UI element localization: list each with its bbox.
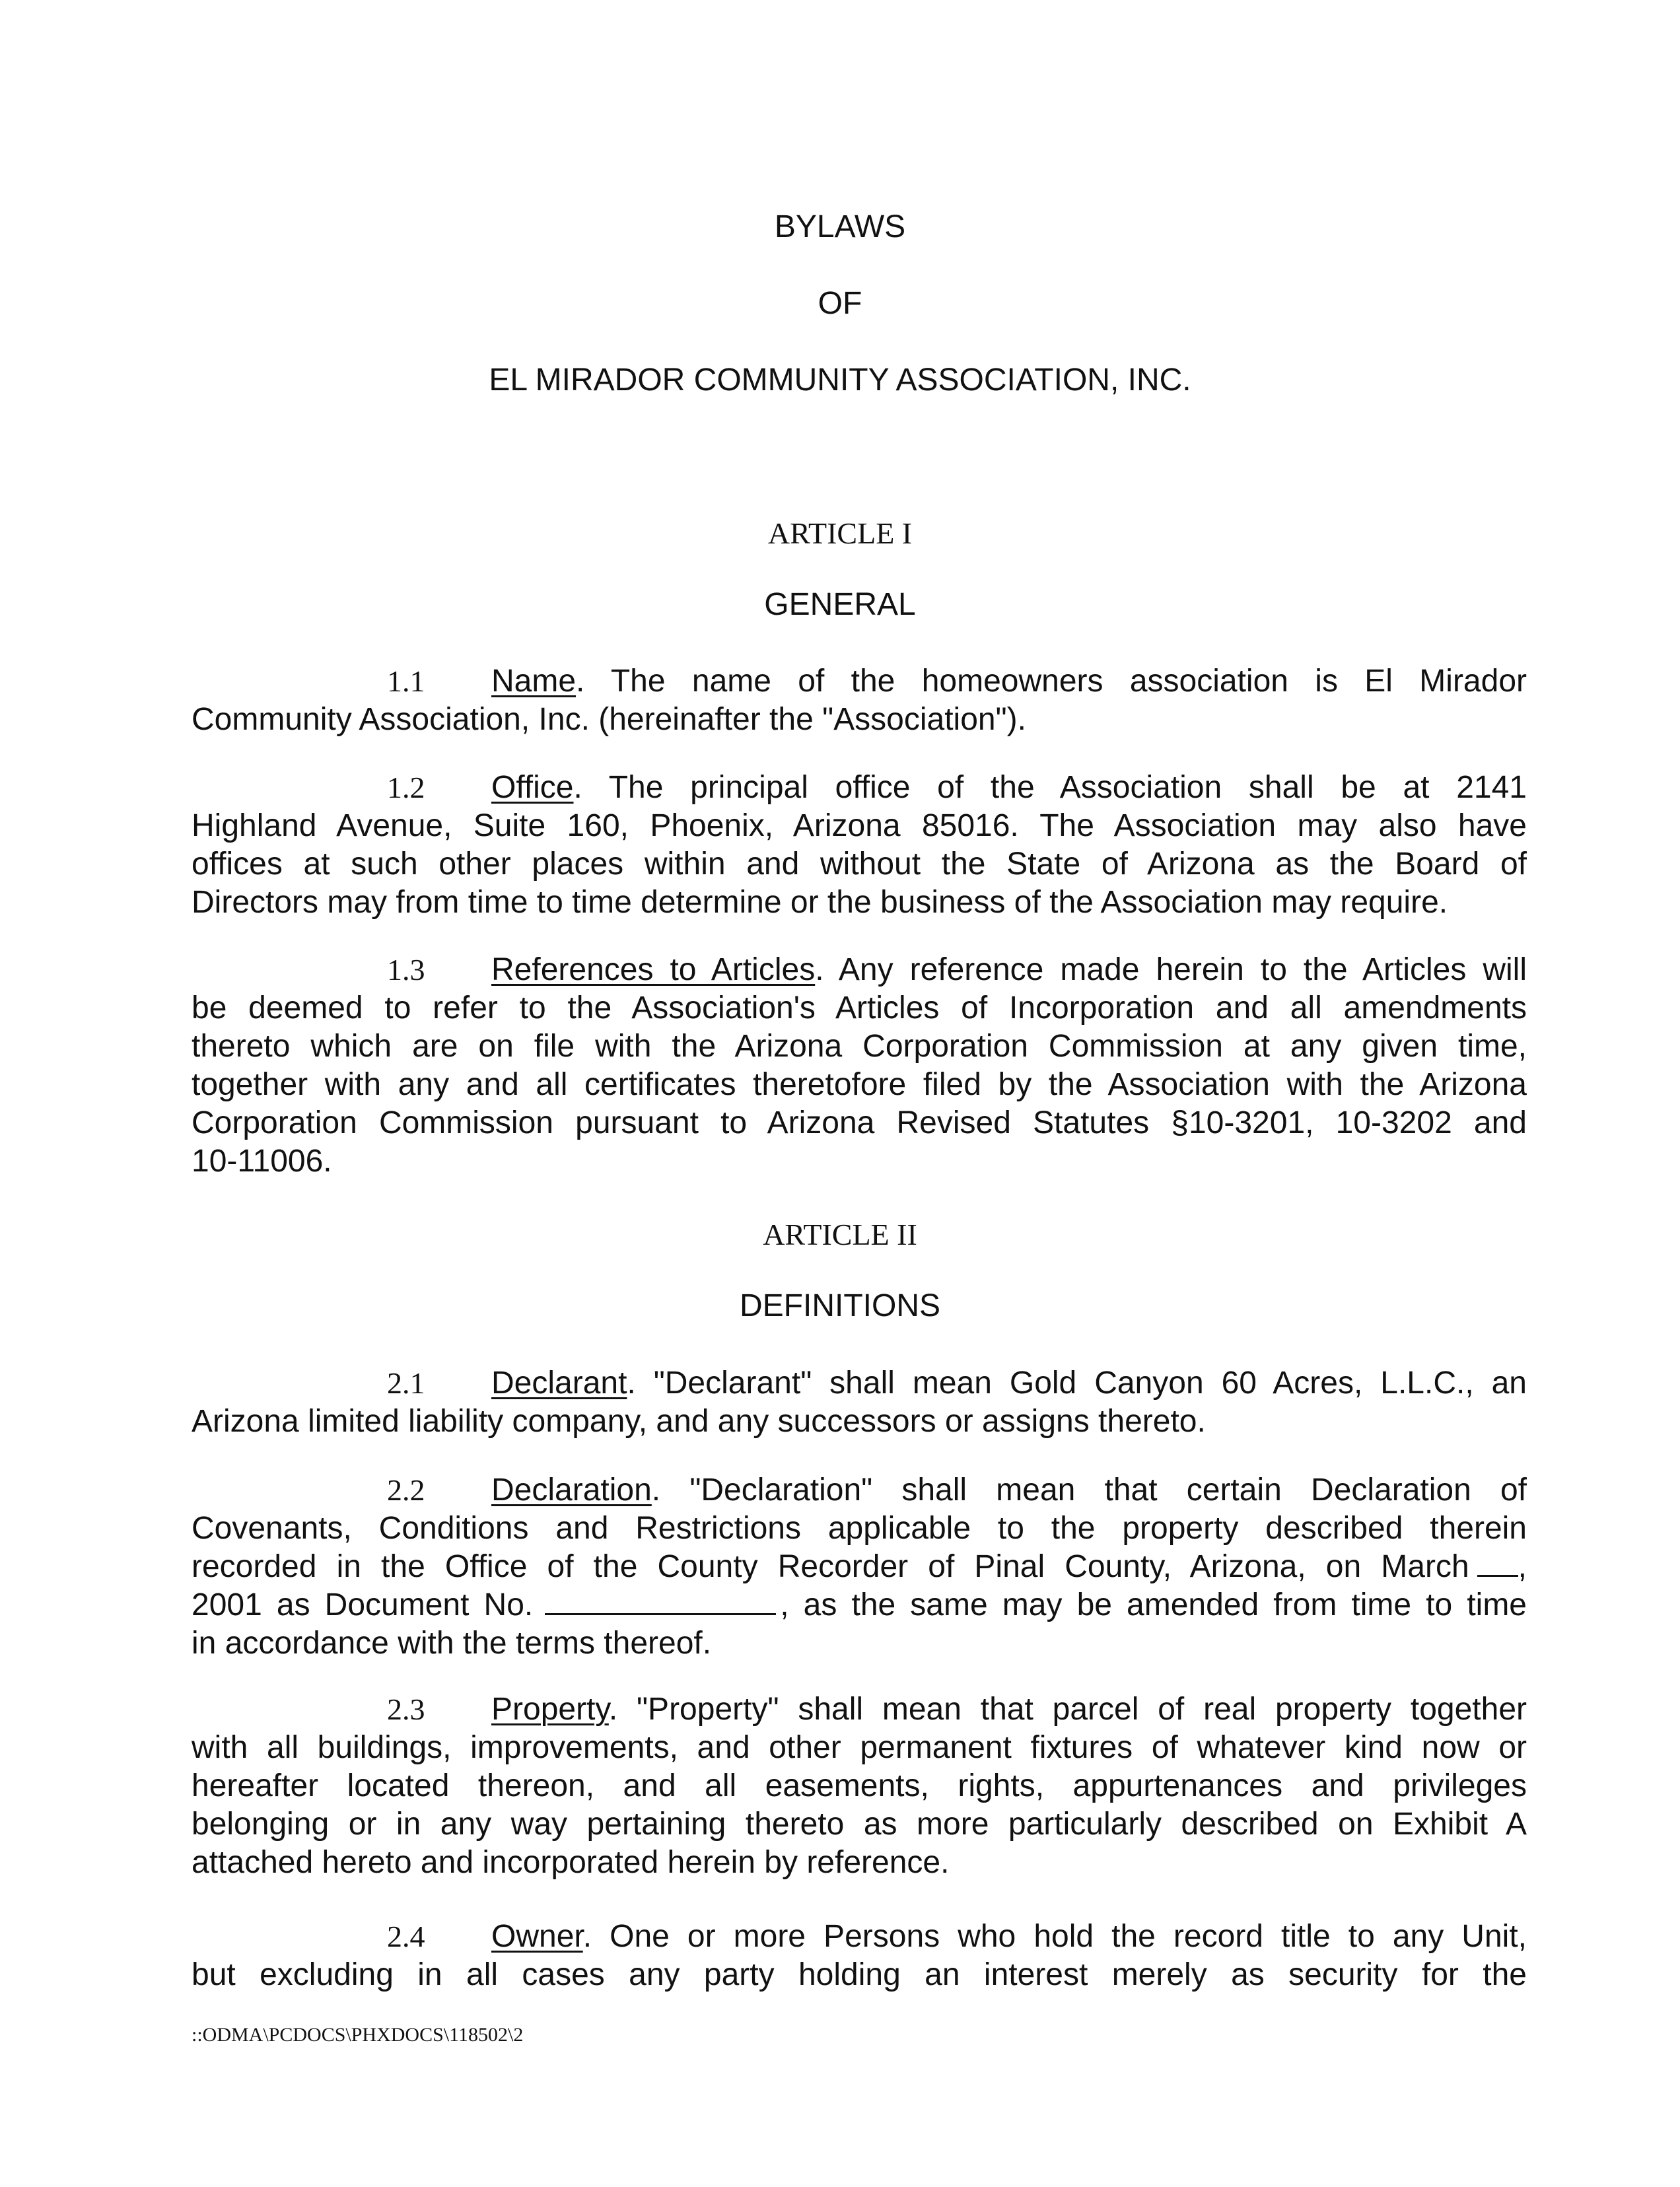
article-2-number: ARTICLE II xyxy=(763,1218,917,1251)
section-text: , as the same may be amended from time to time xyxy=(780,1587,1527,1622)
section-number: 1.1 xyxy=(387,664,425,698)
section-heading: Owner xyxy=(491,1919,583,1954)
section-text: , xyxy=(1518,1549,1527,1584)
section-text: . "Property" shall mean that parcel of real property together xyxy=(608,1692,1527,1727)
section-2-1 xyxy=(192,1364,1527,1441)
section-number: 2.4 xyxy=(387,1920,425,1953)
section-text: hereafter located thereon, and all easements, rights, appurtenances and privileges xyxy=(192,1768,1527,1803)
section-heading: Name xyxy=(491,664,577,699)
date-blank xyxy=(1469,1548,1527,1586)
section-number: 2.3 xyxy=(387,1692,425,1726)
section-text: Directors may from time to time determine or the business of the Association may require. xyxy=(192,885,1448,920)
section-1-3 xyxy=(192,951,1527,1181)
section-number: 1.3 xyxy=(387,953,425,987)
section-1-1 xyxy=(192,662,1527,739)
document-path-footer: ::ODMA\PCDOCS\PHXDOCS\118502\2 xyxy=(192,2024,524,2046)
article-1-number: ARTICLE I xyxy=(767,516,913,550)
section-2-4 xyxy=(192,1918,1527,1994)
section-1-2 xyxy=(192,769,1527,922)
section-text: Corporation Commission pursuant to Arizona Revised Statutes §10-3201, 10-3202 and xyxy=(192,1105,1527,1140)
section-number: 2.2 xyxy=(387,1473,425,1507)
section-text: Covenants, Conditions and Restrictions applicable to the property described therein xyxy=(192,1511,1527,1546)
section-heading: Declarant xyxy=(491,1366,627,1401)
section-text: be deemed to refer to the Association's Articles of Incorporation and all amendments xyxy=(192,990,1527,1025)
section-text: belonging or in any way pertaining thereto as more particularly described on Exhibit A xyxy=(192,1807,1527,1842)
section-2-2 xyxy=(192,1471,1527,1663)
section-heading: References to Articles xyxy=(491,952,816,987)
section-text: with all buildings, improvements, and other permanent fixtures of whatever kind now or xyxy=(192,1730,1527,1765)
section-text: in accordance with the terms thereof. xyxy=(192,1626,712,1661)
section-text: offices at such other places within and without the State of Arizona as the Board of xyxy=(192,847,1527,882)
section-text: 2001 as Document No. xyxy=(192,1587,534,1622)
section-text: Highland Avenue, Suite 160, Phoenix, Arizona 85016. The Association may also have xyxy=(192,808,1527,843)
title-bylaws: BYLAWS xyxy=(774,209,906,244)
section-text: thereto which are on file with the Arizona Corporation Commission at any given time, xyxy=(192,1029,1527,1064)
section-number: 2.1 xyxy=(387,1366,425,1400)
section-heading: Office xyxy=(491,770,574,805)
section-text: . "Declaration" shall mean that certain Declaration of xyxy=(651,1473,1527,1508)
section-text: together with any and all certificates theretofore filed by the Association with the Arizona xyxy=(192,1067,1527,1102)
section-text: . One or more Persons who hold the record title to any Unit, xyxy=(582,1919,1527,1954)
section-text: . Any reference made herein to the Articles will xyxy=(815,952,1527,987)
section-2-3 xyxy=(192,1690,1527,1882)
section-text: . The name of the homeowners association is El Mirador xyxy=(576,664,1527,699)
section-text: but excluding in all cases any party holding an interest merely as security for the xyxy=(192,1957,1527,1992)
document-number-blank xyxy=(545,1587,776,1615)
section-text: . The principal office of the Association shall be at 2141 xyxy=(573,770,1527,805)
article-2-title: DEFINITIONS xyxy=(739,1288,940,1323)
section-text: recorded in the Office of the County Recorder of Pinal County, Arizona, on March xyxy=(192,1549,1469,1584)
section-heading: Property xyxy=(491,1692,609,1727)
title-association: EL MIRADOR COMMUNITY ASSOCIATION, INC. xyxy=(489,363,1191,398)
section-number: 1.2 xyxy=(387,771,425,804)
section-text: attached hereto and incorporated herein by reference. xyxy=(192,1845,950,1880)
section-heading: Declaration xyxy=(491,1473,652,1508)
article-1-title: GENERAL xyxy=(764,587,916,622)
title-of: OF xyxy=(818,286,862,321)
section-text: 10-11006. xyxy=(192,1144,332,1179)
section-text: Community Association, Inc. (hereinafter the "Association"). xyxy=(192,702,1026,737)
section-text: Arizona limited liability company, and any successors or assigns thereto. xyxy=(192,1404,1206,1439)
section-text: . "Declarant" shall mean Gold Canyon 60 Acres, L.L.C., an xyxy=(627,1366,1527,1401)
